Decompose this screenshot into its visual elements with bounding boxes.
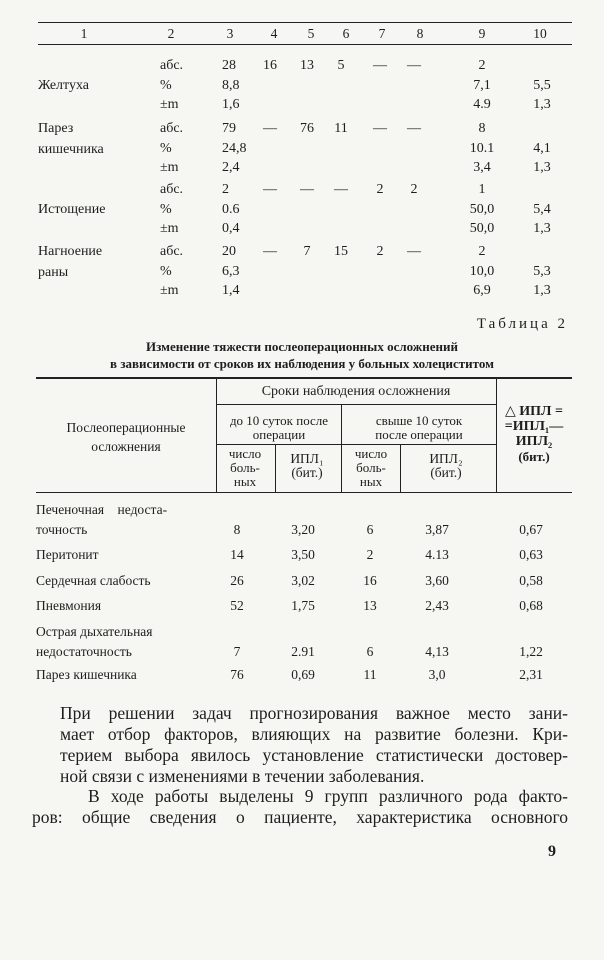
table2-title: [22, 338, 582, 372]
complication-name: Парез кишечника: [36, 667, 137, 682]
table-cell: 3,4: [473, 160, 491, 175]
table-cell: —: [407, 121, 421, 136]
header-line: (бит.): [291, 465, 323, 480]
col-number: 2: [167, 26, 175, 41]
table-cell: 4,1: [533, 140, 551, 156]
complication-name: Перитонит: [36, 547, 99, 562]
complication-name: Печеночная недоста-: [36, 502, 168, 517]
complication-name: Острая дыхательная: [36, 624, 153, 639]
header-line: операции: [252, 427, 306, 442]
header-line: (бит.): [430, 465, 462, 480]
table-cell: 50,0: [469, 221, 495, 236]
measure-label: ±m: [160, 221, 179, 236]
table-cell: 5,5: [533, 77, 551, 93]
table2-vrule: [496, 379, 497, 492]
header-line: ИПЛ₁: [290, 451, 324, 466]
patients-before-10-days: 7: [233, 644, 241, 659]
table-cell: 5,3: [533, 263, 551, 279]
complication-name: раны: [38, 265, 69, 280]
table-cell: 1,3: [533, 221, 551, 236]
delta-ipl-value: 0,68: [519, 598, 543, 613]
measure-label: ±m: [160, 160, 179, 175]
table-cell: 5: [337, 58, 345, 73]
col-number: 6: [342, 26, 350, 41]
ipl1-value: 2.91: [291, 644, 315, 659]
header-line: Послеоперационные: [66, 420, 186, 435]
page-number: 9: [548, 843, 556, 860]
delta-ipl-value: 0,67: [519, 522, 543, 537]
patients-after-10-days: 13: [363, 598, 377, 613]
table-cell: 7: [303, 244, 311, 259]
table2-vrule: [275, 444, 276, 492]
measure-label: %: [160, 201, 172, 217]
table-cell: 4.9: [473, 97, 491, 112]
table2-vrule: [400, 444, 401, 492]
table2-title-line: в зависимости от сроков их наблюдения у больных холециститом: [110, 356, 494, 371]
table-cell: —: [373, 58, 387, 73]
col-number: 3: [226, 26, 234, 41]
col-number: 10: [533, 26, 547, 41]
table-cell: 24,8: [222, 140, 247, 156]
complication-name: Парез: [38, 121, 74, 136]
table-cell: —: [263, 121, 277, 136]
table-cell: —: [373, 121, 387, 136]
table2-label: Таблица 2: [476, 316, 568, 332]
ipl1-value: 1,75: [291, 598, 315, 613]
table2-top-rule: [36, 377, 572, 379]
header-line: ных: [359, 474, 383, 489]
table-cell: —: [263, 244, 277, 259]
complication-name: Нагноение: [38, 244, 103, 259]
table-cell: 6,9: [473, 283, 491, 298]
patients-after-10-days: 6: [366, 522, 374, 537]
table-cell: 10.1: [469, 140, 495, 156]
header-delta-ipl: [505, 404, 563, 464]
paragraph-2: [32, 786, 568, 828]
delta-ipl-value: 2,31: [519, 667, 543, 682]
header-patient-count: [355, 447, 387, 489]
complication-name: точность: [36, 522, 88, 537]
table-cell: 2: [222, 182, 229, 197]
header-complications: [67, 418, 186, 456]
table-cell: 7,1: [473, 77, 491, 93]
header-line: осложнения: [91, 439, 161, 454]
col-number: 8: [416, 26, 424, 41]
measure-label: %: [160, 140, 172, 156]
complication-name: Пневмония: [36, 598, 102, 613]
header-line: число: [228, 446, 262, 461]
text-line: ной связи с изменениями в течении заболевания.: [60, 766, 425, 786]
measure-label: %: [160, 77, 172, 93]
table2-rule: [216, 444, 496, 445]
table-cell: 10,0: [469, 263, 495, 279]
table2-rule: [216, 404, 496, 405]
header-before-10-days: [230, 414, 328, 442]
table-cell: 2: [478, 244, 486, 259]
header-line: (бит.): [518, 449, 550, 464]
table-cell: 2: [410, 182, 418, 197]
table-cell: 5,4: [533, 201, 551, 217]
header-after-10-days: [375, 414, 462, 442]
header-ipl2: [429, 452, 462, 480]
table-cell: 0,4: [222, 221, 240, 236]
col-number: 7: [378, 26, 386, 41]
table2-header-bottom-rule: [36, 492, 572, 493]
col-number: 1: [80, 26, 88, 41]
table2-vrule: [341, 404, 342, 492]
measure-label: абс.: [160, 58, 184, 73]
table1-header-rule: [38, 44, 572, 45]
table-cell: 1,3: [533, 283, 551, 298]
table-cell: 16: [263, 58, 277, 73]
ipl1-value: 3,02: [291, 573, 315, 588]
table-cell: —: [334, 182, 348, 197]
table-cell: 2,4: [222, 160, 240, 175]
patients-after-10-days: 16: [363, 573, 377, 588]
table-cell: 15: [334, 244, 348, 259]
measure-label: ±m: [160, 97, 179, 112]
table-cell: 2: [376, 244, 384, 259]
complication-name: Истощение: [38, 201, 106, 217]
ipl1-value: 3,50: [291, 547, 315, 562]
paragraph-1: [60, 703, 568, 787]
text-line: При решении задач прогнозирования важное место зани-: [60, 703, 568, 723]
complication-name: кишечника: [38, 142, 104, 157]
col-number: 9: [478, 26, 486, 41]
table-cell: —: [263, 182, 277, 197]
table-cell: 0.6: [222, 201, 240, 217]
header-line: ИПЛ₂: [515, 434, 553, 449]
text-line: В ходе работы выделены 9 групп различного рода факто-: [88, 786, 568, 806]
delta-ipl-value: 1,22: [519, 644, 543, 659]
header-line: свыше 10 суток: [375, 413, 463, 428]
table1-top-rule: [38, 22, 572, 23]
table-cell: 1: [478, 182, 486, 197]
table-cell: 20: [222, 244, 236, 259]
delta-ipl-value: 0,58: [519, 573, 543, 588]
ipl2-value: 4,13: [425, 644, 449, 659]
patients-before-10-days: 14: [230, 547, 244, 562]
delta-ipl-value: 0,63: [519, 547, 543, 562]
header-patient-count: [229, 447, 261, 489]
table-cell: 2: [376, 182, 384, 197]
table-cell: 1,4: [222, 283, 240, 298]
table-cell: 8: [478, 121, 486, 136]
ipl2-value: 4.13: [425, 547, 449, 562]
patients-before-10-days: 26: [230, 573, 244, 588]
text-line: мает отбор факторов, влияющих на развитие болезни. Кри-: [60, 724, 568, 744]
table-cell: —: [407, 244, 421, 259]
complication-name: недостаточность: [36, 644, 132, 659]
table-cell: 8,8: [222, 77, 240, 93]
col-number: 4: [270, 26, 278, 41]
patients-before-10-days: 76: [230, 667, 244, 682]
header-line: число: [354, 446, 388, 461]
ipl2-value: 3,87: [425, 522, 449, 537]
header-line: боль-: [230, 460, 260, 475]
table-cell: 79: [222, 121, 236, 136]
patients-after-10-days: 6: [366, 644, 374, 659]
ipl1-value: 3,20: [291, 522, 315, 537]
header-line: ных: [233, 474, 257, 489]
header-line: =ИПЛ₁—: [504, 419, 564, 434]
table-cell: 1,3: [533, 160, 551, 175]
table2-title-line: Изменение тяжести послеоперационных осложнений: [146, 339, 458, 354]
table2-vrule: [216, 379, 217, 492]
ipl2-value: 3,0: [428, 667, 446, 682]
header-line: после операции: [375, 427, 463, 442]
measure-label: %: [160, 263, 172, 279]
table-cell: 1,6: [222, 97, 240, 112]
measure-label: абс.: [160, 244, 184, 259]
table-cell: 1,3: [533, 97, 551, 112]
header-line: ИПЛ₂: [429, 451, 463, 466]
table-cell: 11: [334, 121, 348, 136]
table-cell: 76: [300, 121, 314, 136]
col-number: 5: [307, 26, 315, 41]
ipl2-value: 2,43: [425, 598, 449, 613]
measure-label: ±m: [160, 283, 179, 298]
header-line: боль-: [356, 460, 386, 475]
text-line: терием выбора явилось установление статистически достовер-: [60, 745, 568, 765]
complication-name: Желтуха: [38, 77, 89, 93]
table-cell: 28: [222, 58, 236, 73]
header-line: до 10 суток после: [229, 413, 329, 428]
header-line: △ ИПЛ =: [505, 404, 563, 419]
patients-before-10-days: 8: [233, 522, 241, 537]
patients-before-10-days: 52: [230, 598, 244, 613]
patients-after-10-days: 2: [366, 547, 374, 562]
complication-name: Сердечная слабость: [36, 573, 151, 588]
text-line: ров: общие сведения о пациенте, характеристика основного: [32, 807, 568, 827]
measure-label: абс.: [160, 182, 184, 197]
table-cell: 6,3: [222, 263, 240, 279]
table-cell: 50,0: [469, 201, 495, 217]
table-cell: —: [407, 58, 421, 73]
ipl1-value: 0,69: [291, 667, 315, 682]
table-cell: 2: [478, 58, 486, 73]
header-ipl1: [290, 452, 323, 480]
patients-after-10-days: 11: [363, 667, 377, 682]
header-terms: Сроки наблюдения осложнения: [261, 384, 451, 399]
measure-label: абс.: [160, 121, 184, 136]
table-cell: —: [300, 182, 314, 197]
table-cell: 13: [300, 58, 314, 73]
ipl2-value: 3,60: [425, 573, 449, 588]
